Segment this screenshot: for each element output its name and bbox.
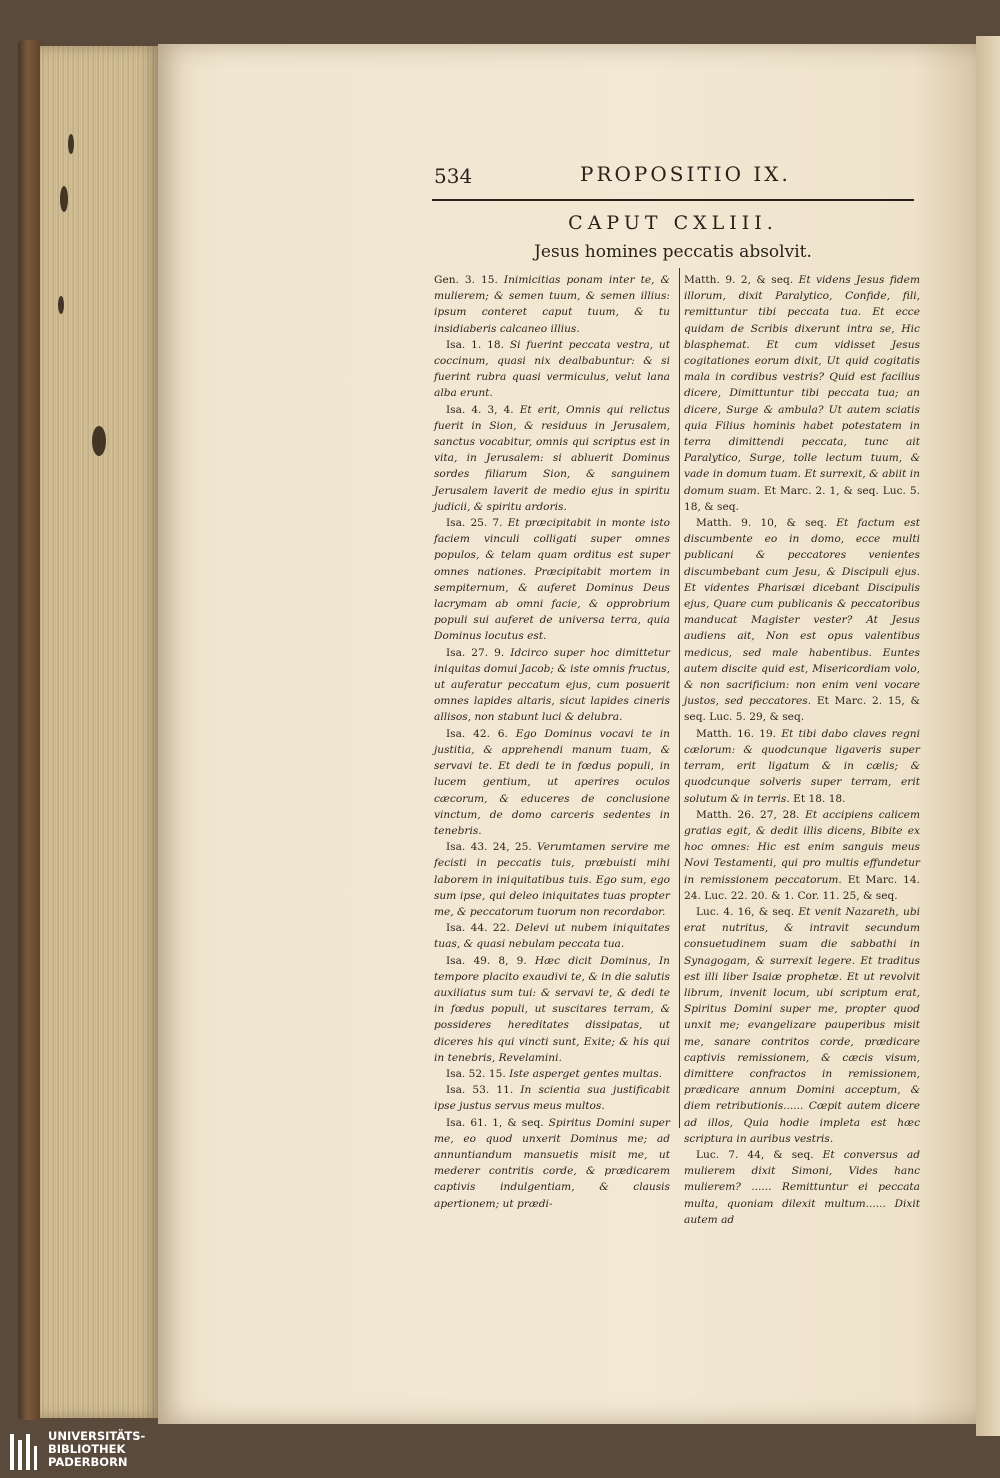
scripture-text: Spiritus Domini super me, eo quod unxerit Dominus me; ad annuntiandum mansuetis misit me, ut mederer contritis corde, & prædicarem captivis indulgentiam, & clausis apertionem; ut prædi- <box>434 1116 671 1210</box>
scripture-text: Et factum est discumbente eo in domo, ecce multi publicani & peccatores venientes discumbebant cum Jesu, & Discipuli ejus. Et videntes Pharisæi dicebant Discipulis ejus, Quare cum publicanis & peccatoribus manducat Magister vester? At Jesus audiens ait, Non est opus valentibus medicus, sed male habentibus. Euntes autem discite quid est, Misericordiam volo, & non sacrificium: non enim veni vocare justos, sed peccatores. <box>684 517 920 708</box>
scripture-reference: Isa. 44. 22. <box>446 922 510 935</box>
scripture-entry <box>684 1147 920 1228</box>
scripture-reference: Isa. 49. 8, 9. <box>446 954 527 967</box>
scripture-entry <box>434 337 670 402</box>
cross-reference: Et Marc. 2. 1, & seq. Luc. 5. 18, & seq. <box>684 484 920 513</box>
scripture-text: Si fuerint peccata vestra, ut coccinum, quasi nix dealbabuntur: & si fuerint rubra quasi vermiculus, velut lana alba erunt. <box>434 338 670 400</box>
right-column <box>684 272 920 1228</box>
stamp-line-1: UNIVERSITÄTS- <box>48 1429 146 1443</box>
library-stamp-text <box>48 1430 145 1469</box>
scripture-text: Et conversus ad mulierem dixit Simoni, Vides hanc mulierem? ...... Remittuntur ei peccata multa, quoniam dilexit multum...... Dixit autem ad <box>684 1148 920 1226</box>
left-column <box>434 272 670 1212</box>
scripture-entry <box>434 920 670 952</box>
scripture-reference: Matth. 16. 19. <box>696 727 777 740</box>
cross-reference: Et 18. 18. <box>789 792 846 805</box>
scripture-entry <box>434 1082 670 1114</box>
scripture-entry <box>434 515 670 645</box>
scripture-entry <box>684 515 920 726</box>
running-head <box>432 160 914 188</box>
scripture-reference: Isa. 25. 7. <box>446 517 503 530</box>
page-edges <box>40 46 160 1418</box>
scripture-reference: Matth. 9. 2, & seq. <box>684 274 794 286</box>
scripture-entry <box>684 272 920 515</box>
cross-reference: Et Marc. 2. 15, & seq. Luc. 5. 29, & seq. <box>684 695 920 724</box>
scripture-text: Delevi ut nubem iniquitates tuas, & quasi nebulam peccata tua. <box>434 922 670 951</box>
scripture-text: Et videns Jesus fidem illorum, dixit Paralytico, Confide, fili, remittuntur tibi peccata tua. Et ecce quidam de Scribis dixerunt intra se, Hic blasphemat. Et cum vidisset Jesus cogitationes eorum dixit, Ut quid cogitatis mala in cordibus vestris? Quid est facilius dicere, Dimittuntur tibi peccata tua; an dicere, Surge & ambula? Ut autem sciatis quia Filius hominis habet potestatem in terra dimittendi peccata, tunc ait Paralytico, Surge, tolle lectum tuum, & vade in domum tuam. Et surrexit, & abiit in domum suam. <box>684 274 920 497</box>
scripture-entry <box>434 726 670 839</box>
scripture-text: Hæc dicit Dominus, In tempore placito exaudivi te, & in die salutis auxiliatus sum tui: & servavi te, & dedi te in fœdus populi, ut suscitares terram, & possideres hereditates dissipatas, ut diceres his qui vincti sunt, Exite; & his qui in tenebris, Revelamini. <box>434 954 670 1064</box>
scripture-entry <box>434 839 670 920</box>
scripture-reference: Isa. 53. 11. <box>446 1084 514 1097</box>
stamp-line-3: PADERBORN <box>48 1455 128 1469</box>
scripture-reference: Isa. 43. 24, 25. <box>446 841 532 854</box>
library-stamp <box>0 1424 150 1478</box>
scripture-entry <box>434 1115 670 1212</box>
chapter-heading: CAPUT CXLIII. <box>568 212 778 234</box>
scripture-reference: Luc. 7. 44, & seq. <box>696 1148 814 1161</box>
book-cover-edge <box>18 40 42 1420</box>
scripture-entry <box>684 726 920 807</box>
scripture-reference: Isa. 1. 18. <box>446 338 504 351</box>
scripture-reference: Isa. 61. 1, & seq. <box>446 1116 544 1129</box>
scripture-text: Et venit Nazareth, ubi erat nutritus, & intravit secundum consuetudinem suam die sabbathi in Synagogam, & surrexit legere. Et traditus est illi liber Isaiæ prophetæ. Et ut revolvit librum, invenit locum, ubi scriptum erat, Spiritus Domini super me, propter quod unxit me; evangelizare pauperibus misit me, sanare contritos corde, prædicare captivis remissionem, & cæcis visum, dimittere confractos in remissionem, prædicare annum Domini acceptum, & diem retributionis...... Cœpit autem dicere ad illos, Quia hodie impleta est hæc scriptura in auribus vestris. <box>684 905 920 1145</box>
scripture-text: Et erit, Omnis qui relictus fuerit in Sion, & residuus in Jerusalem, sanctus vocabitur, omnis qui scriptus est in vita, in Jerusalem: si abluerit Dominus sordes filiarum Sion, & sanguinem Jerusalem laverit de medio ejus in spiritu judicii, & spiritu ardoris. <box>434 403 670 513</box>
scripture-entry <box>684 904 920 1147</box>
scripture-reference: Isa. 52. 15. <box>446 1067 506 1080</box>
scripture-reference: Matth. 26. 27, 28. <box>696 808 800 821</box>
scripture-reference: Isa. 27. 9. <box>446 646 505 659</box>
scripture-entry <box>434 645 670 726</box>
scripture-text: Et præcipitabit in monte isto faciem vinculi colligati super omnes populos, & telam quam orditus est super omnes nationes. Præcipitabit mortem in sempiternum, & auferet Dominus Deus lacrymam ab omni facie, & opprobrium populi sui auferet de universa terra, quia Dominus locutus est. <box>434 517 670 643</box>
library-logo-icon <box>8 1432 38 1472</box>
head-rule <box>432 199 914 201</box>
scripture-text: Ego Dominus vocavi te in justitia, & apprehendi manum tuam, & servavi te. Et dedi te in fœdus populi, in lucem gentium, ut aperires oculos cæcorum, & educeres de conclusione vinctum, de domo carceris sedentes in tenebris. <box>434 727 671 837</box>
scripture-entry <box>434 272 670 337</box>
scripture-text: Et tibi dabo claves regni cælorum: & quodcunque ligaveris super terram, erit ligatum & in cælis; & quodcunque solveris super terram, erit solutum & in terris. <box>684 727 920 805</box>
scripture-reference: Matth. 9. 10, & seq. <box>696 517 828 530</box>
scripture-text: Iste asperget gentes multas. <box>509 1067 663 1080</box>
cross-reference: Et Marc. 14. 24. Luc. 22. 20. & 1. Cor. 11. 25, & seq. <box>684 873 920 902</box>
scripture-entry <box>684 807 920 904</box>
facing-page-edge <box>976 36 1000 1436</box>
column-divider <box>679 268 680 1128</box>
scripture-text: Verumtamen servire me fecisti in peccatis tuis, præbuisti mihi laborem in iniquitatibus tuis. Ego sum, ego sum ipse, qui deleo iniquitates tuas propter me, & peccatorum tuorum non recordabor. <box>434 841 670 918</box>
page-number: 534 <box>434 164 473 188</box>
scripture-text: Idcirco super hoc dimittetur iniquitas domui Jacob; & iste omnis fructus, ut auferatur peccatum ejus, cum posuerit omnes lapides altaris, sicut lapides cineris allisos, non stabunt luci & delubra. <box>434 646 670 724</box>
scripture-entry <box>434 953 670 1066</box>
scripture-entry <box>434 402 670 515</box>
scripture-text: In scientia sua justificabit ipse justus servus meus multos. <box>434 1084 670 1113</box>
scripture-text: Et accipiens calicem gratias egit, & dedit illis dicens, Bibite ex hoc omnes: Hic est enim sanguis meus Novi Testamenti, qui pro multis effundetur in remissionem peccatorum. <box>684 808 921 886</box>
chapter-subtitle: Jesus homines peccatis absolvit. <box>534 242 812 262</box>
scripture-reference: Luc. 4. 16, & seq. <box>696 905 795 918</box>
running-head-title: PROPOSITIO IX. <box>580 162 791 186</box>
scripture-reference: Isa. 42. 6. <box>446 727 508 740</box>
stamp-line-2: BIBLIOTHEK <box>48 1442 126 1456</box>
scripture-reference: Gen. 3. 15. <box>434 274 498 286</box>
scripture-reference: Isa. 4. 3, 4. <box>446 403 514 416</box>
scripture-text: Inimicitias ponam inter te, & mulierem; & semen tuum, & semen illius: ipsum conteret caput tuum, & tu insidiaberis calcaneo illius. <box>434 274 670 335</box>
scripture-entry <box>434 1066 670 1082</box>
